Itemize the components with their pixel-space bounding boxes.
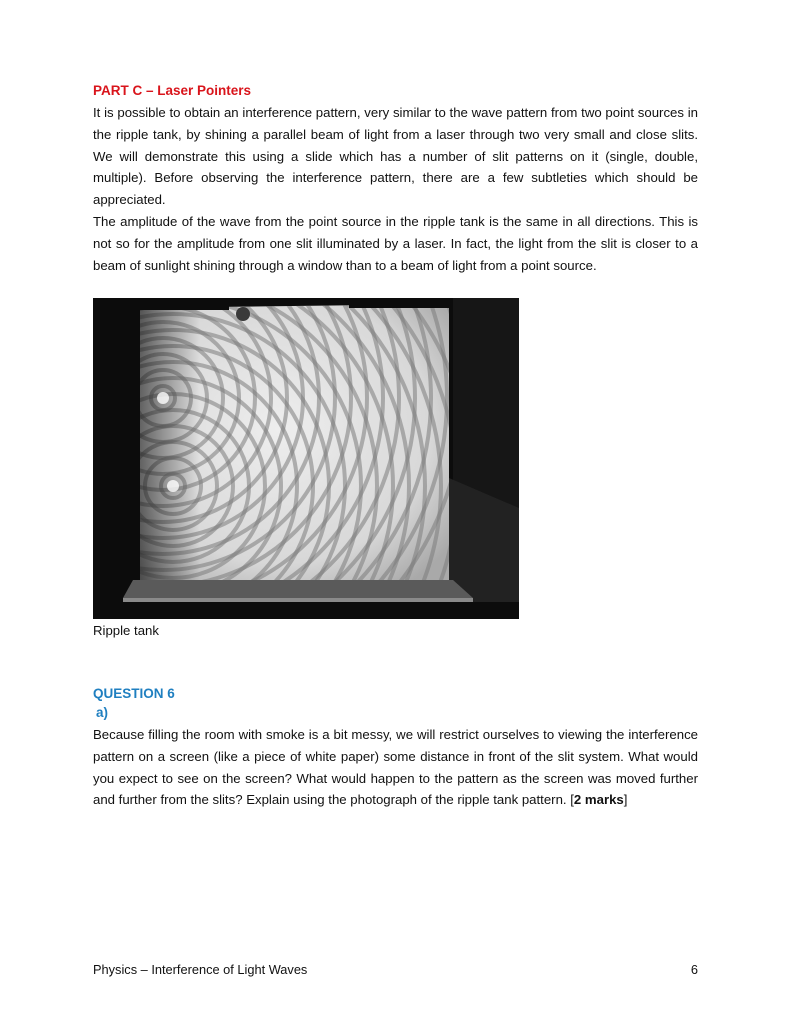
question-text bbox=[93, 724, 698, 811]
figure-caption: Ripple tank bbox=[93, 623, 159, 638]
question-6-section bbox=[93, 684, 698, 811]
part-c-paragraph-1: It is possible to obtain an interference pattern, very similar to the wave pattern from two point sources in the ripple tank, by shining a parallel beam of light from a laser through two very small and close slits. We will demonstrate this using a slide which has a number of slit patterns on it (single, double, multiple). Before observing the interference pattern, there are a few subtleties which should be appreciated. bbox=[93, 105, 698, 208]
page-number: 6 bbox=[690, 962, 698, 977]
question-part-label: a) bbox=[96, 705, 109, 720]
question-close-bracket: ] bbox=[623, 792, 628, 808]
question-marks: 2 marks bbox=[573, 792, 624, 808]
question-heading: QUESTION 6 bbox=[93, 686, 175, 701]
footer-title: Physics – Interference of Light Waves bbox=[93, 962, 308, 977]
ripple-tank-photo bbox=[93, 298, 519, 619]
part-c-heading: PART C – Laser Pointers bbox=[93, 83, 252, 98]
part-c-paragraph-2: The amplitude of the wave from the point source in the ripple tank is the same in all directions. This is not so for the amplitude from one slit illuminated by a laser. In fact, the light from the slit is closer to a beam of sunlight shining through a window than to a beam of light from a point source. bbox=[93, 213, 698, 273]
part-c-section bbox=[93, 80, 698, 276]
question-body: Because filling the room with smoke is a bit messy, we will restrict ourselves to viewing the interference pattern on a screen (like a piece of white paper) some distance in front of the slit system. What would you expect to see on the screen? What would happen to the pattern as the screen was moved further and further from the slits? Explain using the photograph of the ripple tank pattern. [ bbox=[93, 727, 698, 808]
ripple-tank-illustration bbox=[93, 298, 519, 619]
